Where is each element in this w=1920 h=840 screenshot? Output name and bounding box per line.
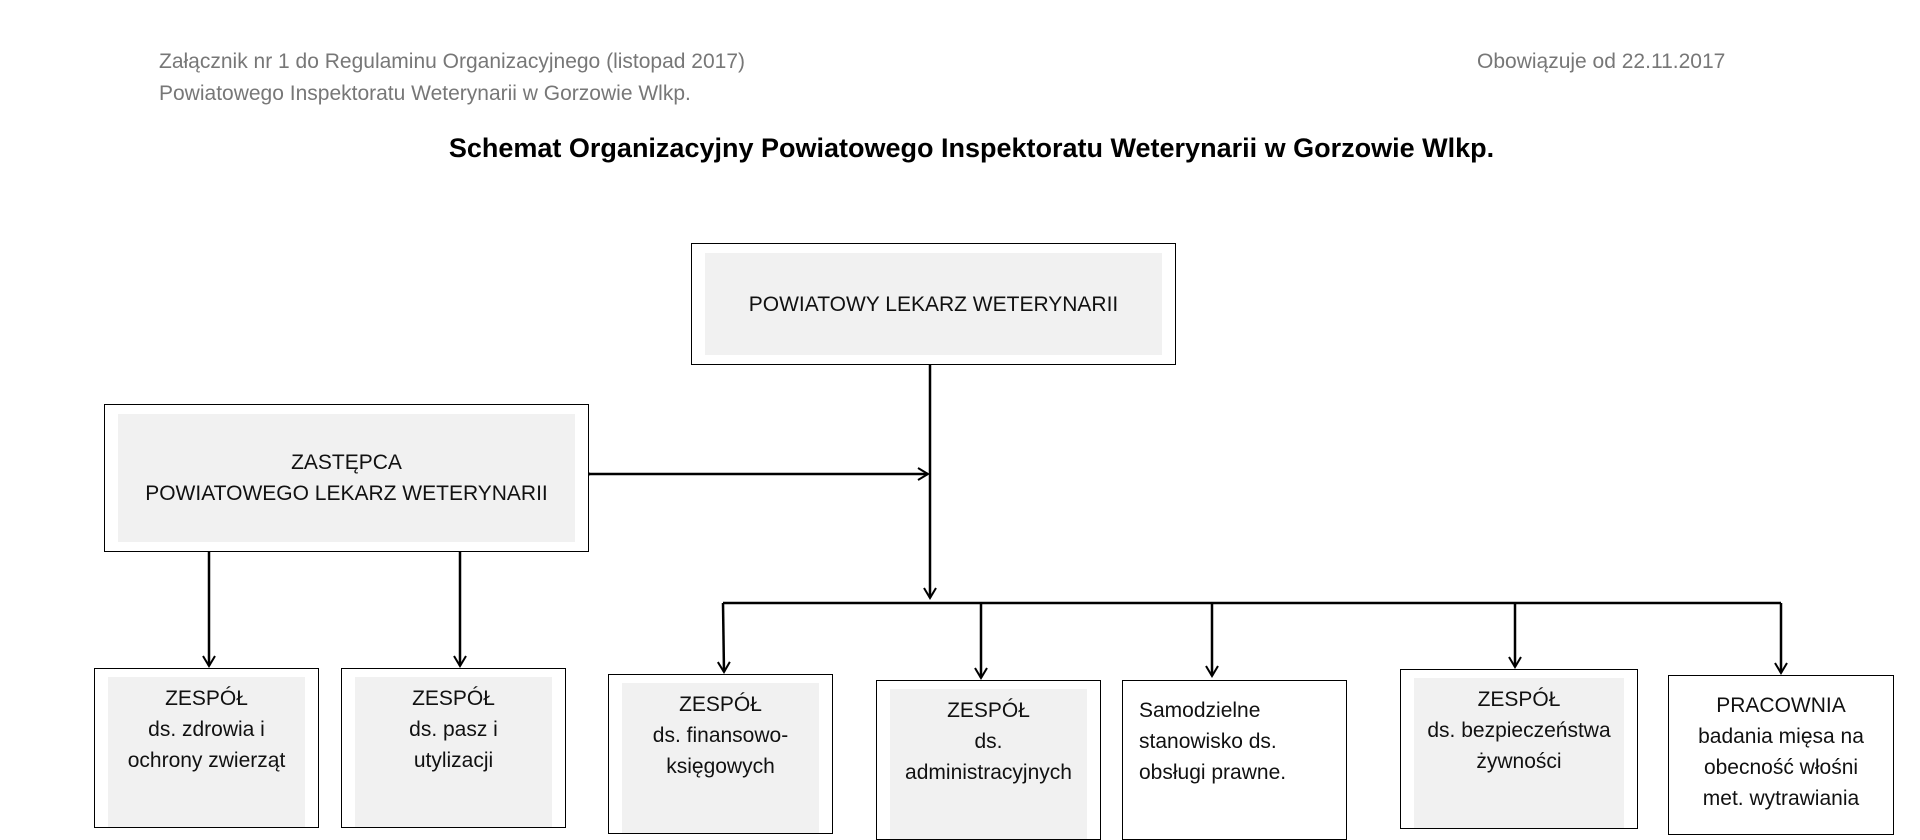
node-zywnosc-line1: ZESPÓŁ — [1477, 688, 1561, 711]
node-pracownia — [1668, 675, 1894, 835]
node-zespol-pasze — [341, 668, 566, 828]
node-zywnosc-line2: ds. bezpieczeństwa — [1427, 719, 1611, 742]
node-pracownia-line1: PRACOWNIA — [1716, 694, 1846, 717]
node-finanse-line1: ZESPÓŁ — [679, 693, 762, 716]
node-zdrowie-line1: ZESPÓŁ — [165, 687, 248, 710]
node-zywnosc-line3: żywności — [1476, 750, 1562, 773]
node-prawne-line1: Samodzielne — [1139, 699, 1261, 722]
node-stanowisko-prawne — [1122, 680, 1347, 840]
node-admin-line2: ds. — [974, 730, 1003, 753]
node-pasze-line1: ZESPÓŁ — [412, 687, 495, 710]
attachment-note-line2: Powiatowego Inspektoratu Weterynarii w Gorzowie Wlkp. — [159, 82, 691, 105]
node-pasze-line3: utylizacji — [413, 749, 494, 772]
node-zespol-finanse — [608, 674, 833, 834]
effective-date: Obowiązuje od 22.11.2017 — [1477, 50, 1726, 73]
node-pracownia-line2: badania mięsa na — [1698, 725, 1864, 748]
node-zespol-zywnosc — [1400, 669, 1638, 829]
connector-finanse — [723, 603, 724, 672]
attachment-note-line1: Załącznik nr 1 do Regulaminu Organizacyjnego (listopad 2017) — [159, 50, 745, 73]
node-admin-line3: administracyjnych — [905, 761, 1072, 784]
node-finanse-line3: księgowych — [666, 755, 775, 778]
node-zdrowie-line2: ds. zdrowia i — [148, 718, 265, 741]
node-zdrowie-line3: ochrony zwierząt — [127, 749, 286, 772]
node-prawne-line3: obsługi prawne. — [1139, 761, 1287, 784]
node-zespol-zdrowie — [94, 668, 319, 828]
node-zastepca — [104, 404, 589, 552]
node-pracownia-line4: met. wytrawiania — [1702, 787, 1860, 810]
node-zastepca-line1: ZASTĘPCA — [291, 451, 402, 474]
page-title: Schemat Organizacyjny Powiatowego Inspektoratu Weterynarii w Gorzowie Wlkp. — [448, 133, 1495, 163]
node-powiatowy-lekarz-label: POWIATOWY LEKARZ WETERYNARII — [748, 292, 1119, 316]
node-pasze-line2: ds. pasz i — [409, 718, 498, 741]
node-zespol-admin — [876, 680, 1101, 840]
node-pracownia-line3: obecność włośni — [1703, 756, 1859, 779]
node-admin-line1: ZESPÓŁ — [947, 699, 1030, 722]
node-prawne-line2: stanowisko ds. — [1139, 730, 1277, 753]
node-finanse-line2: ds. finansowo- — [652, 724, 789, 747]
node-powiatowy-lekarz — [691, 243, 1176, 365]
node-zastepca-line2: POWIATOWEGO LEKARZ WETERYNARII — [145, 482, 548, 505]
